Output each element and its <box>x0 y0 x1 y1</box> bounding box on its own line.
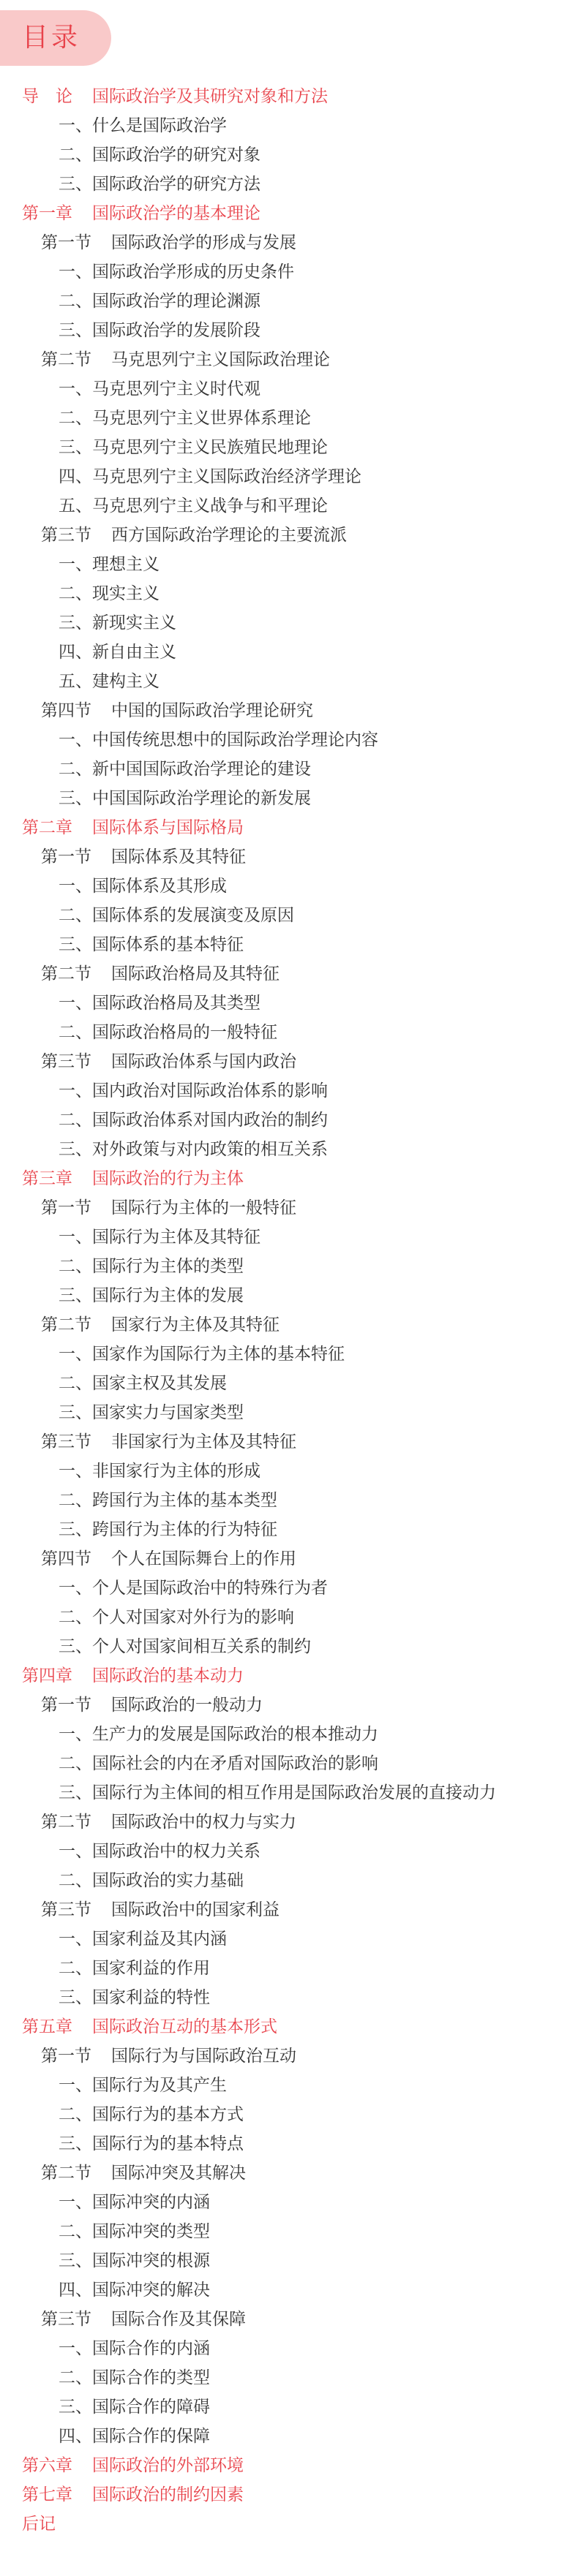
toc-subsection-title: 国际合作的内涵 <box>92 2339 210 2358</box>
toc-section-number: 第一节 <box>41 233 91 252</box>
toc-chapter-link[interactable] <box>0 2509 578 2539</box>
toc-subsection-title: 国际行为的基本方式 <box>92 2105 244 2124</box>
toc-subsection-title: 个人是国际政治中的特殊行为者 <box>92 1579 328 1598</box>
toc-subsection-number: 三、 <box>59 1403 92 1422</box>
toc-subsection-title: 马克思列宁主义国际政治经济学理论 <box>92 467 361 486</box>
toc-chapter-title: 国际政治的基本动力 <box>92 1666 244 1685</box>
toc-subsection-title: 国际社会的内在矛盾对国际政治的影响 <box>92 1754 378 1773</box>
toc-chapter-number: 第六章 <box>22 2456 72 2475</box>
toc-subsection-title: 国家利益及其内涵 <box>92 1930 227 1949</box>
toc-subsection-number: 五、 <box>59 496 92 515</box>
toc-subsection-number: 二、 <box>59 1959 92 1978</box>
toc-chapter-link[interactable] <box>0 2012 578 2041</box>
toc-section-number: 第三节 <box>41 1900 91 1919</box>
toc-subsection-link[interactable] <box>0 1778 578 1808</box>
toc-subsection-number: 三、 <box>59 613 92 632</box>
toc-subsection-title: 建构主义 <box>92 672 159 691</box>
toc-subsection-number: 二、 <box>59 1023 92 1042</box>
toc-subsection-number: 二、 <box>59 1871 92 1890</box>
toc-subsection-title: 什么是国际政治学 <box>92 116 227 135</box>
toc-subsection-link[interactable] <box>0 1457 578 1486</box>
toc-subsection-number: 四、 <box>59 2427 92 2446</box>
toc-subsection-number: 一、 <box>59 1725 92 1744</box>
toc-subsection-title: 新现实主义 <box>92 613 176 632</box>
toc-subsection-title: 国际政治格局及其类型 <box>92 994 260 1013</box>
toc-subsection-link[interactable] <box>0 1954 578 1983</box>
toc-subsection-link[interactable] <box>0 1223 578 1252</box>
toc-subsection-title: 非国家行为主体的形成 <box>92 1462 260 1481</box>
toc-chapter-title: 国际政治学及其研究对象和方法 <box>92 87 328 106</box>
toc-chapter-link[interactable] <box>0 82 578 111</box>
toc-chapter-number: 第五章 <box>22 2017 72 2036</box>
toc-subsection-link[interactable] <box>0 1720 578 1749</box>
toc-subsection-title: 个人对国家间相互关系的制约 <box>92 1637 311 1656</box>
toc-subsection-number: 五、 <box>59 672 92 691</box>
toc-section-title: 国际体系及其特征 <box>111 847 246 866</box>
toc-subsection-number: 一、 <box>59 1930 92 1949</box>
toc-section-link[interactable] <box>0 521 578 550</box>
toc-section-number: 第四节 <box>41 1549 91 1568</box>
toc-subsection-title: 国际行为主体间的相互作用是国际政治发展的直接动力 <box>92 1783 496 1802</box>
toc-subsection-title: 国际行为及其产生 <box>92 2076 227 2095</box>
toc-chapter-number: 第一章 <box>22 204 72 223</box>
toc-subsection-title: 国内政治对国际政治体系的影响 <box>92 1081 328 1100</box>
toc-chapter-number: 第七章 <box>22 2485 72 2504</box>
toc-subsection-number: 二、 <box>59 409 92 428</box>
toc-subsection-title: 国际政治的实力基础 <box>92 1871 244 1890</box>
toc-subsection-link[interactable] <box>0 579 578 608</box>
toc-subsection-link[interactable] <box>0 1018 578 1047</box>
toc-subsection-title: 国际冲突的类型 <box>92 2222 210 2241</box>
toc-subsection-link[interactable] <box>0 725 578 755</box>
toc-section-link[interactable] <box>0 1544 578 1574</box>
toc-subsection-link[interactable] <box>0 111 578 140</box>
toc-subsection-link[interactable] <box>0 1515 578 1544</box>
toc-subsection-title: 新自由主义 <box>92 643 176 662</box>
toc-section-number: 第三节 <box>41 1052 91 1071</box>
toc-subsection-title: 马克思列宁主义战争与和平理论 <box>92 496 328 515</box>
toc-subsection-link[interactable] <box>0 784 578 813</box>
toc-subsection-number: 一、 <box>59 2076 92 2095</box>
toc-subsection-number: 一、 <box>59 994 92 1013</box>
toc-subsection-number: 一、 <box>59 1228 92 1247</box>
toc-subsection-link[interactable] <box>0 257 578 287</box>
toc-subsection-link[interactable] <box>0 667 578 696</box>
toc-subsection-link[interactable] <box>0 404 578 433</box>
toc-subsection-link[interactable] <box>0 140 578 170</box>
toc-subsection-link[interactable] <box>0 2246 578 2275</box>
toc-subsection-link[interactable] <box>0 287 578 316</box>
toc-subsection-number: 二、 <box>59 906 92 925</box>
toc-section-link[interactable] <box>0 959 578 989</box>
toc-section-link[interactable] <box>0 1193 578 1223</box>
toc-chapter-title: 国际体系与国际格局 <box>92 818 244 837</box>
toc-section-number: 第三节 <box>41 1432 91 1451</box>
toc-subsection-number: 三、 <box>59 1140 92 1159</box>
toc-subsection-number: 四、 <box>59 643 92 662</box>
toc-subsection-title: 国际政治学形成的历史条件 <box>92 262 294 282</box>
toc-section-title: 国际合作及其保障 <box>111 2310 246 2329</box>
toc-subsection-number: 三、 <box>59 321 92 340</box>
toc-subsection-title: 国际行为主体及其特征 <box>92 1228 260 1247</box>
toc-chapter-link[interactable] <box>0 2480 578 2509</box>
toc-section-link[interactable] <box>0 1691 578 1720</box>
toc-subsection-link[interactable] <box>0 462 578 491</box>
toc-subsection-number: 二、 <box>59 2368 92 2387</box>
toc-subsection-link[interactable] <box>0 550 578 579</box>
toc-subsection-link[interactable] <box>0 2071 578 2100</box>
toc-section-link[interactable] <box>0 1895 578 1925</box>
toc-subsection-link[interactable] <box>0 608 578 638</box>
toc-chapter-title: 国际政治学的基本理论 <box>92 204 260 223</box>
toc-subsection-number: 三、 <box>59 789 92 808</box>
toc-subsection-title: 国际行为主体的发展 <box>92 1286 244 1305</box>
toc-subsection-title: 马克思列宁主义世界体系理论 <box>92 409 311 428</box>
toc-subsection-link[interactable] <box>0 1369 578 1398</box>
toc-subsection-title: 国际合作的障碍 <box>92 2398 210 2417</box>
toc-section-number: 第四节 <box>41 701 91 720</box>
toc-subsection-number: 一、 <box>59 2193 92 2212</box>
toc-chapter-number: 第二章 <box>22 818 72 837</box>
toc-subsection-number: 二、 <box>59 1257 92 1276</box>
toc-chapter-link[interactable] <box>0 199 578 228</box>
toc-subsection-title: 中国国际政治学理论的新发展 <box>92 789 311 808</box>
toc-subsection-number: 二、 <box>59 1608 92 1627</box>
toc-subsection-number: 一、 <box>59 379 92 399</box>
toc-section-title: 国际政治学的形成与发展 <box>111 233 296 252</box>
toc-subsection-title: 对外政策与对内政策的相互关系 <box>92 1140 328 1159</box>
toc-subsection-number: 一、 <box>59 2339 92 2358</box>
toc-subsection-title: 国家利益的特性 <box>92 1988 210 2007</box>
toc-subsection-title: 国际政治学的研究方法 <box>92 175 260 194</box>
toc-subsection-number: 三、 <box>59 2398 92 2417</box>
toc-subsection-link[interactable] <box>0 170 578 199</box>
toc-subsection-number: 四、 <box>59 467 92 486</box>
toc-subsection-title: 国际行为的基本特点 <box>92 2134 244 2153</box>
toc-subsection-number: 三、 <box>59 2251 92 2270</box>
toc-subsection-title: 国家主权及其发展 <box>92 1374 227 1393</box>
toc-section-title: 国际政治体系与国内政治 <box>111 1052 296 1071</box>
toc-subsection-link[interactable] <box>0 2129 578 2158</box>
toc-section-link[interactable] <box>0 2158 578 2188</box>
toc-chapter-title: 国际政治的制约因素 <box>92 2485 244 2504</box>
toc-subsection-title: 国家利益的作用 <box>92 1959 210 1978</box>
toc-subsection-number: 三、 <box>59 1988 92 2007</box>
toc-section-title: 西方国际政治学理论的主要流派 <box>111 526 347 545</box>
toc-subsection-number: 一、 <box>59 1579 92 1598</box>
toc-section-number: 第一节 <box>41 2047 91 2066</box>
toc-subsection-title: 马克思列宁主义时代观 <box>92 379 260 399</box>
toc-section-link[interactable] <box>0 2305 578 2334</box>
toc-subsection-title: 国际政治中的权力关系 <box>92 1842 260 1861</box>
toc-subsection-link[interactable] <box>0 2100 578 2129</box>
toc-section-number: 第二节 <box>41 964 91 983</box>
toc-subsection-number: 一、 <box>59 116 92 135</box>
toc-section-link[interactable] <box>0 696 578 725</box>
toc-subsection-number: 二、 <box>59 146 92 165</box>
toc-chapter-number: 第四章 <box>22 1666 72 1685</box>
toc-section-link[interactable] <box>0 345 578 374</box>
toc-subsection-number: 二、 <box>59 2222 92 2241</box>
toc-subsection-number: 二、 <box>59 760 92 779</box>
toc-subsection-number: 三、 <box>59 1783 92 1802</box>
toc-chapter-title: 国际政治互动的基本形式 <box>92 2017 277 2036</box>
toc-subsection-link[interactable] <box>0 2392 578 2422</box>
toc-subsection-number: 二、 <box>59 1491 92 1510</box>
toc-subsection-link[interactable] <box>0 1252 578 1281</box>
toc-subsection-link[interactable] <box>0 989 578 1018</box>
toc-section-number: 第一节 <box>41 847 91 866</box>
toc-section-number: 第三节 <box>41 526 91 545</box>
toc-subsection-link[interactable] <box>0 872 578 901</box>
toc-subsection-number: 三、 <box>59 2134 92 2153</box>
toc-section-number: 第一节 <box>41 1198 91 1217</box>
toc-subsection-link[interactable] <box>0 1632 578 1661</box>
toc-subsection-title: 马克思列宁主义民族殖民地理论 <box>92 438 328 457</box>
toc-chapter-link[interactable] <box>0 813 578 842</box>
page-title: 目录 <box>22 23 81 53</box>
toc-subsection-title: 现实主义 <box>92 584 159 603</box>
toc-section-number: 第二节 <box>41 1315 91 1334</box>
toc-subsection-link[interactable] <box>0 1135 578 1164</box>
toc-chapter-title: 国际政治的行为主体 <box>92 1169 244 1188</box>
toc-subsection-number: 一、 <box>59 555 92 574</box>
toc-chapter-link[interactable] <box>0 2451 578 2480</box>
toc-section-title: 国际政治的一般动力 <box>111 1696 263 1715</box>
toc-subsection-title: 国际行为主体的类型 <box>92 1257 244 1276</box>
toc-subsection-number: 三、 <box>59 1286 92 1305</box>
toc-subsection-number: 三、 <box>59 935 92 954</box>
toc-subsection-title: 个人对国家对外行为的影响 <box>92 1608 294 1627</box>
toc-subsection-number: 一、 <box>59 1345 92 1364</box>
toc-subsection-link[interactable] <box>0 1603 578 1632</box>
toc-subsection-link[interactable] <box>0 1983 578 2012</box>
toc-section-link[interactable] <box>0 842 578 872</box>
toc-section-title: 国家行为主体及其特征 <box>111 1315 279 1334</box>
toc-section-link[interactable] <box>0 1808 578 1837</box>
toc-subsection-title: 跨国行为主体的基本类型 <box>92 1491 277 1510</box>
toc-subsection-number: 一、 <box>59 1081 92 1100</box>
toc-subsection-link[interactable] <box>0 1340 578 1369</box>
toc-list <box>0 82 578 2539</box>
toc-section-title: 国际行为与国际政治互动 <box>111 2047 296 2066</box>
toc-section-number: 第二节 <box>41 350 91 369</box>
toc-subsection-title: 国际合作的类型 <box>92 2368 210 2387</box>
toc-section-link[interactable] <box>0 1427 578 1457</box>
toc-subsection-link[interactable] <box>0 1925 578 1954</box>
toc-section-title: 个人在国际舞台上的作用 <box>111 1549 296 1568</box>
toc-subsection-link[interactable] <box>0 1106 578 1135</box>
toc-subsection-link[interactable] <box>0 638 578 667</box>
toc-chapter-number: 第三章 <box>22 1169 72 1188</box>
toc-subsection-number: 三、 <box>59 1637 92 1656</box>
toc-subsection-title: 国际政治体系对国内政治的制约 <box>92 1111 328 1130</box>
toc-section-number: 第二节 <box>41 2164 91 2183</box>
toc-subsection-number: 二、 <box>59 584 92 603</box>
toc-subsection-link[interactable] <box>0 1486 578 1515</box>
toc-subsection-title: 理想主义 <box>92 555 159 574</box>
toc-subsection-title: 国家作为国际行为主体的基本特征 <box>92 1345 345 1364</box>
toc-subsection-title: 国际政治格局的一般特征 <box>92 1023 277 1042</box>
toc-chapter-number: 后记 <box>22 2515 56 2534</box>
toc-subsection-number: 二、 <box>59 1374 92 1393</box>
toc-section-title: 国际政治格局及其特征 <box>111 964 279 983</box>
toc-subsection-link[interactable] <box>0 2334 578 2363</box>
toc-subsection-title: 国际合作的保障 <box>92 2427 210 2446</box>
toc-subsection-title: 国际政治学的研究对象 <box>92 146 260 165</box>
toc-section-title: 非国家行为主体及其特征 <box>111 1432 296 1451</box>
toc-section-title: 马克思列宁主义国际政治理论 <box>111 350 330 369</box>
toc-section-title: 中国的国际政治学理论研究 <box>111 701 313 720</box>
toc-subsection-title: 中国传统思想中的国际政治学理论内容 <box>92 730 378 749</box>
toc-subsection-link[interactable] <box>0 1866 578 1895</box>
toc-subsection-title: 国际体系的基本特征 <box>92 935 244 954</box>
toc-subsection-link[interactable] <box>0 901 578 930</box>
toc-subsection-number: 一、 <box>59 730 92 749</box>
toc-subsection-number: 三、 <box>59 175 92 194</box>
toc-subsection-title: 国际体系的发展演变及原因 <box>92 906 294 925</box>
toc-subsection-title: 国家实力与国家类型 <box>92 1403 244 1422</box>
toc-section-link[interactable] <box>0 228 578 257</box>
toc-subsection-number: 二、 <box>59 1754 92 1773</box>
toc-subsection-title: 国际政治学的发展阶段 <box>92 321 260 340</box>
toc-subsection-link[interactable] <box>0 2363 578 2392</box>
toc-subsection-link[interactable] <box>0 491 578 521</box>
toc-chapter-link[interactable] <box>0 1164 578 1193</box>
toc-subsection-title: 国际冲突的内涵 <box>92 2193 210 2212</box>
toc-subsection-number: 二、 <box>59 292 92 311</box>
toc-subsection-link[interactable] <box>0 930 578 959</box>
toc-subsection-number: 一、 <box>59 1842 92 1861</box>
toc-subsection-number: 一、 <box>59 877 92 896</box>
toc-subsection-title: 国际冲突的解决 <box>92 2281 210 2300</box>
toc-subsection-link[interactable] <box>0 374 578 404</box>
toc-subsection-link[interactable] <box>0 433 578 462</box>
toc-section-link[interactable] <box>0 1047 578 1076</box>
toc-subsection-link[interactable] <box>0 2217 578 2246</box>
toc-subsection-number: 一、 <box>59 262 92 282</box>
toc-chapter-link[interactable] <box>0 1661 578 1691</box>
toc-subsection-link[interactable] <box>0 1574 578 1603</box>
toc-subsection-number: 二、 <box>59 2105 92 2124</box>
toc-subsection-link[interactable] <box>0 755 578 784</box>
toc-subsection-link[interactable] <box>0 1398 578 1427</box>
toc-section-number: 第二节 <box>41 1813 91 1832</box>
toc-section-title: 国际政治中的国家利益 <box>111 1900 279 1919</box>
toc-chapter-title: 国际政治的外部环境 <box>92 2456 244 2475</box>
toc-subsection-link[interactable] <box>0 2275 578 2305</box>
toc-section-number: 第一节 <box>41 1696 91 1715</box>
toc-subsection-title: 新中国国际政治学理论的建设 <box>92 760 311 779</box>
toc-subsection-link[interactable] <box>0 1281 578 1310</box>
toc-subsection-title: 国际政治学的理论渊源 <box>92 292 260 311</box>
toc-section-link[interactable] <box>0 2041 578 2071</box>
toc-subsection-link[interactable] <box>0 2188 578 2217</box>
toc-subsection-number: 一、 <box>59 1462 92 1481</box>
toc-header <box>0 10 111 66</box>
toc-subsection-link[interactable] <box>0 316 578 345</box>
toc-subsection-link[interactable] <box>0 1749 578 1778</box>
toc-subsection-number: 四、 <box>59 2281 92 2300</box>
toc-subsection-number: 三、 <box>59 1520 92 1539</box>
toc-subsection-title: 生产力的发展是国际政治的根本推动力 <box>92 1725 378 1744</box>
toc-subsection-title: 跨国行为主体的行为特征 <box>92 1520 277 1539</box>
toc-subsection-link[interactable] <box>0 2422 578 2451</box>
toc-chapter-number: 导 论 <box>22 87 72 106</box>
toc-subsection-link[interactable] <box>0 1076 578 1106</box>
toc-section-number: 第三节 <box>41 2310 91 2329</box>
toc-subsection-title: 国际体系及其形成 <box>92 877 227 896</box>
toc-section-link[interactable] <box>0 1310 578 1340</box>
toc-subsection-title: 国际冲突的根源 <box>92 2251 210 2270</box>
toc-section-title: 国际行为主体的一般特征 <box>111 1198 296 1217</box>
toc-subsection-link[interactable] <box>0 1837 578 1866</box>
toc-subsection-number: 三、 <box>59 438 92 457</box>
toc-section-title: 国际政治中的权力与实力 <box>111 1813 296 1832</box>
toc-subsection-number: 二、 <box>59 1111 92 1130</box>
toc-section-title: 国际冲突及其解决 <box>111 2164 246 2183</box>
